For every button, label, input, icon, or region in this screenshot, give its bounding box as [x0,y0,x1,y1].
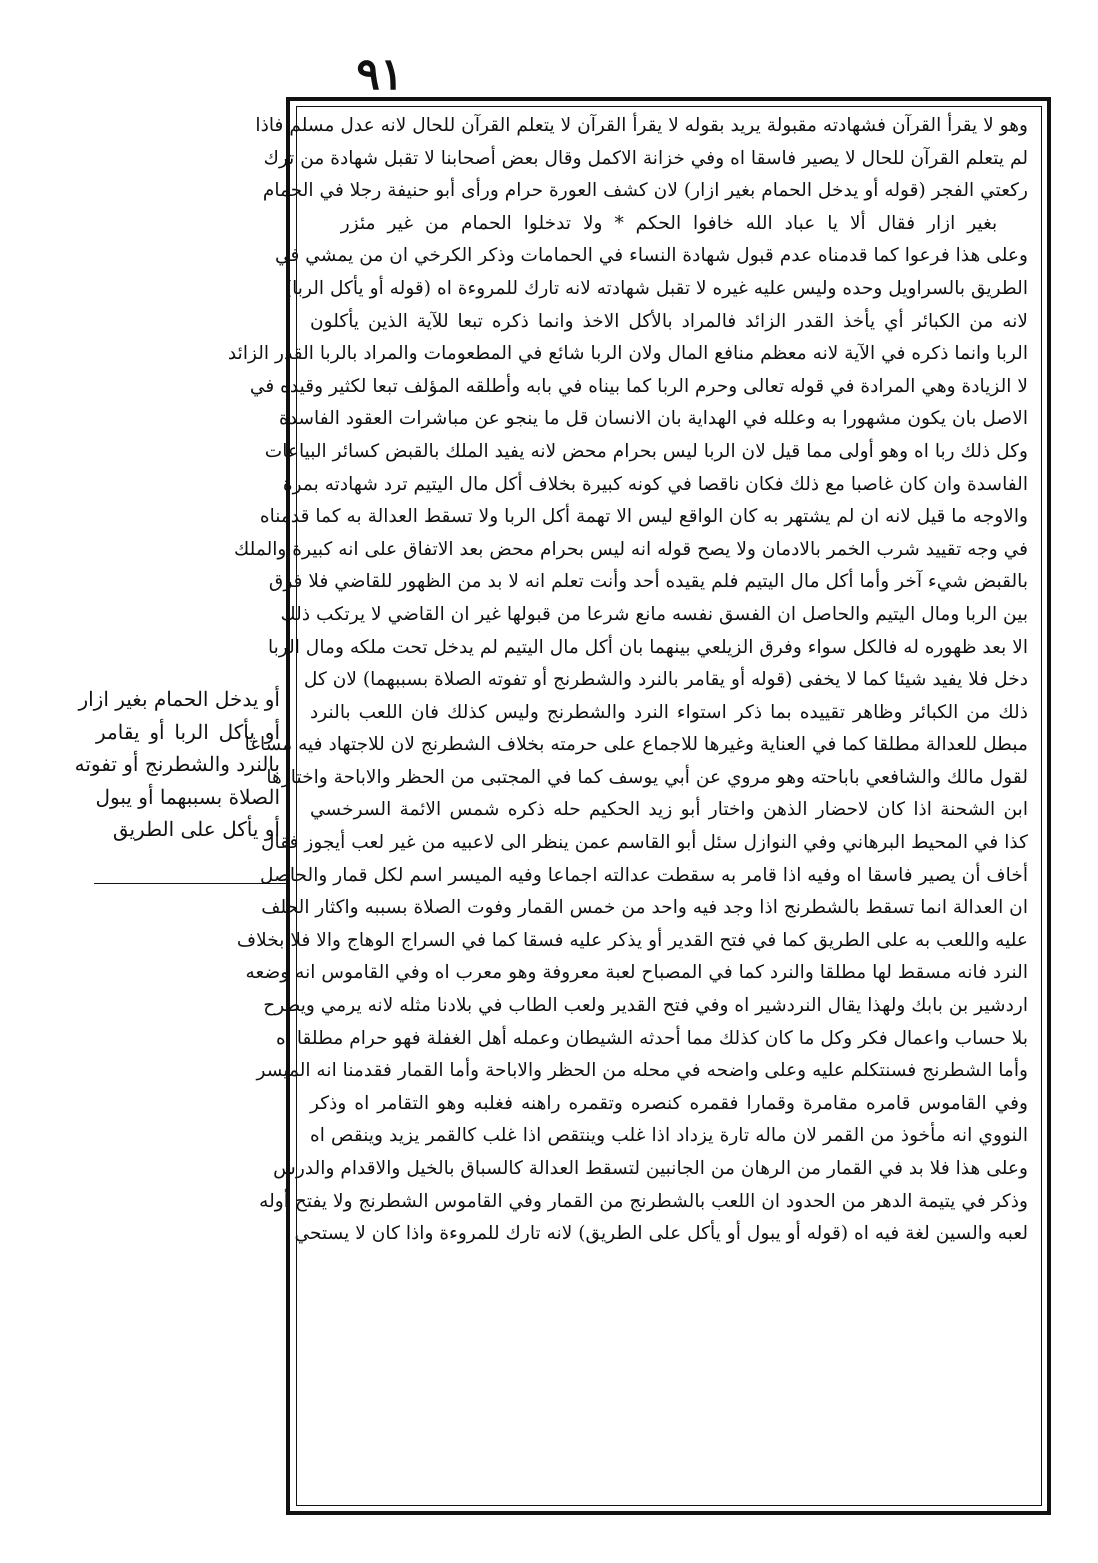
text-line: النرد فانه مسقط لها مطلقا والنرد كما في المصباح لعبة معروفة وهو معرب اه وفي القاموس انه وضعه [245,962,1028,984]
text-line: وهو لا يقرأ القرآن فشهادته مقبولة يريد بقوله لا يقرأ القرآن لا يتعلم القرآن للحال لانه عدل مسلم فاذا [255,115,1028,136]
text-line: ان العدالة انما تسقط بالشطرنج اذا وجد فيه واحد من خمس القمار وفوت الصلاة بسببه واكثار الحلف [261,897,1028,919]
text-line: لم يتعلم القرآن للحال لا يصير فاسقا اه وفي خزانة الاكمل وقال بعض أصحابنا لا تقبل شهادة من ترك [263,147,1028,169]
text-line: عليه واللعب به على الطريق كما في فتح القدير أو يذكر عليه فسقا كما في السراج الوهاج والا فلا بخلاف [236,929,1028,951]
text-line: وأما الشطرنج فسنتكلم عليه وعلى واضحه في محله من الحظر والاباحة وأما القمار فقدمنا انه الميسر [256,1060,1028,1082]
text-line: الا بعد ظهوره له فالكل سواء وفرق الزيلعي بينهما بان أكل مال اليتيم لم يدخل تحت ملكه ومال الربا [267,636,1028,658]
text-line: وعلى هذا فرعوا كما قدمناه عدم قبول شهادة النساء في الحمامات وذكر الكرخي ان من يمشي في [274,245,1028,267]
text-line: أخاف أن يصير فاسقا اه وفيه اذا قامر به سقطت عدالته اجماعا وفيه الميسر اسم لكل قمار والحاصل [260,864,1028,886]
margin-note [74,683,280,846]
text-line: وعلى هذا فلا بد في القمار من الرهان من الجانبين لتسقط العدالة كالسباق بالخيل والاقدام والدرس [273,1158,1028,1179]
text-line: لانه من الكبائر أي يأخذ القدر الزائد فالمراد بالأكل الاخذ وانما ذكره تبعا للآية الذين يأكلون [310,310,1028,332]
text-line: الطريق بالسراويل وحده وليس عليه غيره لا تقبل شهادته لانه تارك للمروءة اه (قوله أو يأكل الربا) [284,277,1028,299]
text-line: دخل فلا يفيد شيئا كما لا يخفى (قوله أو يقامر بالنرد والشطرنج أو تفوته الصلاة بسببهما) لان كل [303,669,1028,691]
text-line: والاوجه ما قيل لانه ان لم يشتهر به كان الواقع ليس الا تهمة أكل الربا ولا تسقط العدالة به كما قدمناه [259,506,1028,528]
main-text-block [227,110,1028,1500]
margin-note-line: بالنرد والشطرنج أو تفوته [74,752,280,776]
text-line: ابن الشحنة اذا كان لاحضار الذهن واختار أبو زيد الحكيم حله ذكره شمس الائمة السرخسي [310,799,1028,821]
page-number: ٩١ [356,49,404,100]
text-line: لقول مالك والشافعي باباحته وهو مروي عن أبي يوسف كما في المجتبى من الحظر والاباحة واختارها [266,766,1028,788]
text-line: لا الزيادة وهي المرادة في قوله تعالى وحرم الربا كما بيناه في بابه وأطلقه المؤلف تبعا لكثير وقيده في [249,375,1028,397]
text-line: وذكر في يتيمة الدهر من الحدود ان اللعب بالشطرنج من القمار وفي القاموس الشطرنج ولا يفتح أوله [259,1190,1028,1212]
margin-note-line: الصلاة بسببهما أو يبول [95,784,280,809]
text-line: اردشير بن بابك ولهذا يقال النردشير اه وفي فتح القدير ولعب الطاب في بلادنا مثله لانه يرمي ويطرح [263,995,1028,1017]
text-line: وكل ذلك ربا اه وهو أولى مما قيل لان الربا ليس بحرام محض لانه يفيد الملك بالقبض كسائر البياعات [264,440,1028,462]
verse-line: بغير ازار فقال ألا يا عباد الله خافوا الحكم * ولا تدخلوا الحمام من غير مئزر [340,212,998,234]
text-line: ذلك من الكبائر وظاهر تقييده بما ذكر استواء النرد والشطرنج وليس كذلك فان اللعب بالنرد [310,701,1028,723]
margin-note-line: أو يأكل الربا أو يقامر [96,719,280,744]
text-line: الفاسدة وان كان غاصبا مع ذلك فكان ناقصا في كونه كبيرة بخلاف أكل مال اليتيم ترد شهادته بمرة [282,473,1028,495]
margin-note-line: أو يأكل على الطريق [112,817,280,841]
text-line: بين الربا ومال اليتيم والحاصل ان الفسق نفسه مانع شرعا من قبولها غير ان القاضي لا يرتكب ذلك [280,603,1028,625]
margin-note-line: أو يدخل الحمام بغير ازار [78,687,280,711]
text-line: بالقبض شيء آخر وأما أكل مال اليتيم فلم يقيده أحد وأنت تعلم انه لا بد من الظهور للقاضي فلا فرق [268,571,1028,593]
text-line: النووي انه مأخوذ من القمر لان ماله تارة يزداد اذا غلب وينتقص اذا غلب كالقمر يزيد وينقص اه [310,1125,1028,1147]
text-line: الاصل بان يكون مشهورا به وعلله في الهداية بان الانسان قل ما ينجو عن مباشرات العقود الفاسدة [278,408,1028,430]
text-line: لعبه والسين لغة فيه اه (قوله أو يبول أو يأكل على الطريق) لانه تارك للمروءة واذا كان لا يستحي [294,1223,1028,1245]
text-line: ركعتي الفجر (قوله أو يدخل الحمام بغير ازار) لان كشف العورة حرام ورأى أبو حنيفة رجلا في الحمام [262,180,1028,202]
text-line: بلا حساب واعمال فكر وكل ما كان كذلك مما أحدثه الشيطان وعمله أهل الغفلة فهو حرام مطلقا اه [276,1027,1028,1049]
text-line: كذا في المحيط البرهاني وفي النوازل سئل أبو القاسم عمن ينظر الى لاعبيه من غير لعب أيجوز فقال [261,832,1028,854]
text-line: وفي القاموس قامره مقامرة وقمارا فقمره كنصره وتقمره راهنه فغلبه وهو التقامر اه وذكر [310,1092,1028,1114]
margin-note-rule [94,883,286,884]
text-line: الربا وانما ذكره في الآية لانه معظم منافع المال ولان الربا شائع في المطعومات والمراد بالربا القدر الزائد [227,343,1028,365]
text-line: في وجه تقييد شرب الخمر بالادمان ولا يصح قوله انه ليس بحرام محض بعد الاتفاق على انه كبيرة والملك [234,538,1028,560]
text-line: مبطل للعدالة مطلقا كما في العناية وغيرها للاجماع على حرمته بخلاف الشطرنج لان للاجتهاد فيه مساغا [244,734,1028,756]
